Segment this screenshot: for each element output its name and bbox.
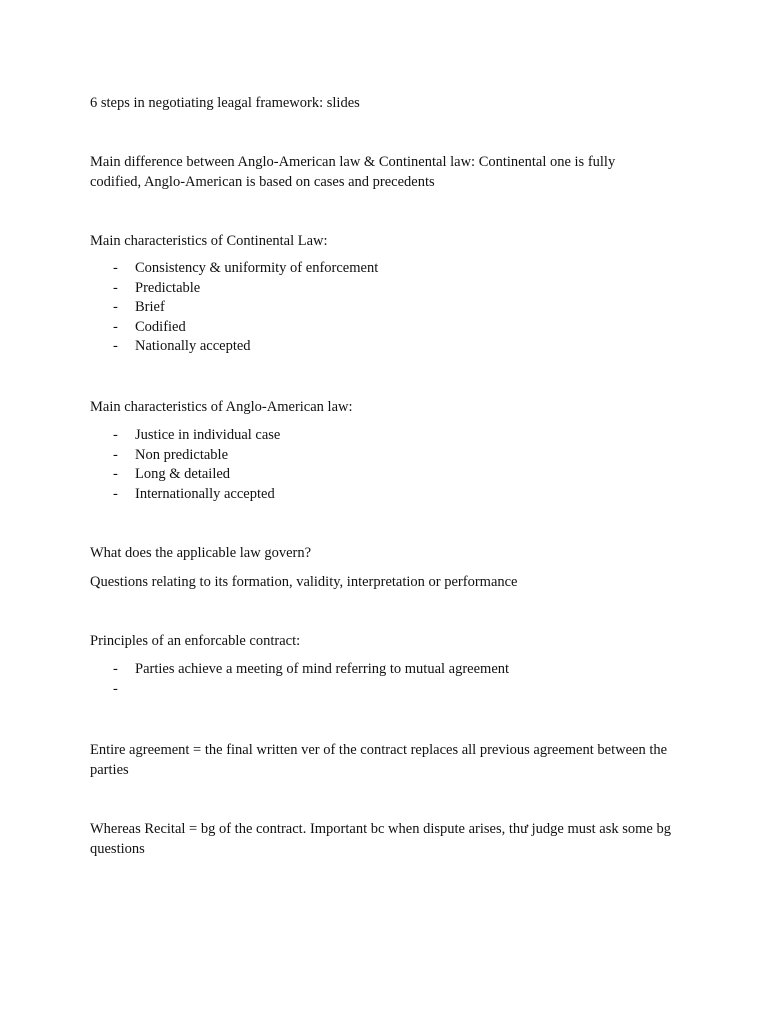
applicable-law-question: What does the applicable law govern?	[90, 545, 312, 561]
anglo-american-heading: Main characteristics of Anglo-American law:	[90, 399, 353, 415]
bullet-dash: -	[113, 260, 118, 276]
bullet-dash: -	[113, 661, 118, 677]
continental-heading: Main characteristics of Continental Law:	[90, 233, 328, 249]
entire-agreement-paragraph: Entire agreement = the final written ver of the contract replaces all previous agreement between the parties	[90, 742, 668, 778]
bullet-dash: -	[113, 446, 118, 463]
list-item: - Internationally accepted	[0, 485, 700, 505]
whereas-recital-paragraph: Whereas Recital = bg of the contract. Important bc when dispute arises, thư judge must ask some bg questions	[90, 821, 671, 857]
enforcable-contract-list	[0, 660, 700, 699]
law-difference-paragraph: Main difference between Anglo-American law & Continental law: Continental one is fully codified, Anglo-American is based on cases and precedents	[90, 154, 616, 190]
bullet-dash: -	[113, 485, 118, 502]
enforcable-contract-heading: Principles of an enforcable contract:	[90, 633, 301, 649]
list-item: - Consistency & uniformity of enforcement	[0, 259, 700, 279]
bullet-dash: -	[113, 318, 118, 335]
applicable-law-answer: Questions relating to its formation, validity, interpretation or performance	[90, 574, 518, 590]
list-item	[0, 680, 700, 700]
bullet-dash: -	[113, 338, 118, 354]
list-item: - Non predictable	[0, 446, 700, 466]
list-item: - Brief	[0, 298, 700, 318]
bullet-dash: -	[113, 680, 118, 697]
bullet-dash: -	[113, 466, 118, 482]
list-item: - Long & detailed	[0, 465, 700, 485]
bullet-dash: -	[113, 427, 118, 443]
anglo-american-list	[0, 426, 700, 504]
list-item: - Codified	[0, 318, 700, 338]
list-item: - Parties achieve a meeting of mind referring to mutual agreement	[0, 660, 700, 680]
list-item: - Justice in individual case	[0, 426, 700, 446]
bullet-dash: -	[113, 279, 118, 296]
list-item: - Predictable	[0, 279, 700, 299]
steps-heading: 6 steps in negotiating leagal framework: slides	[90, 95, 360, 111]
list-item: - Nationally accepted	[0, 337, 700, 357]
bullet-dash: -	[113, 299, 118, 315]
continental-list	[0, 259, 700, 357]
